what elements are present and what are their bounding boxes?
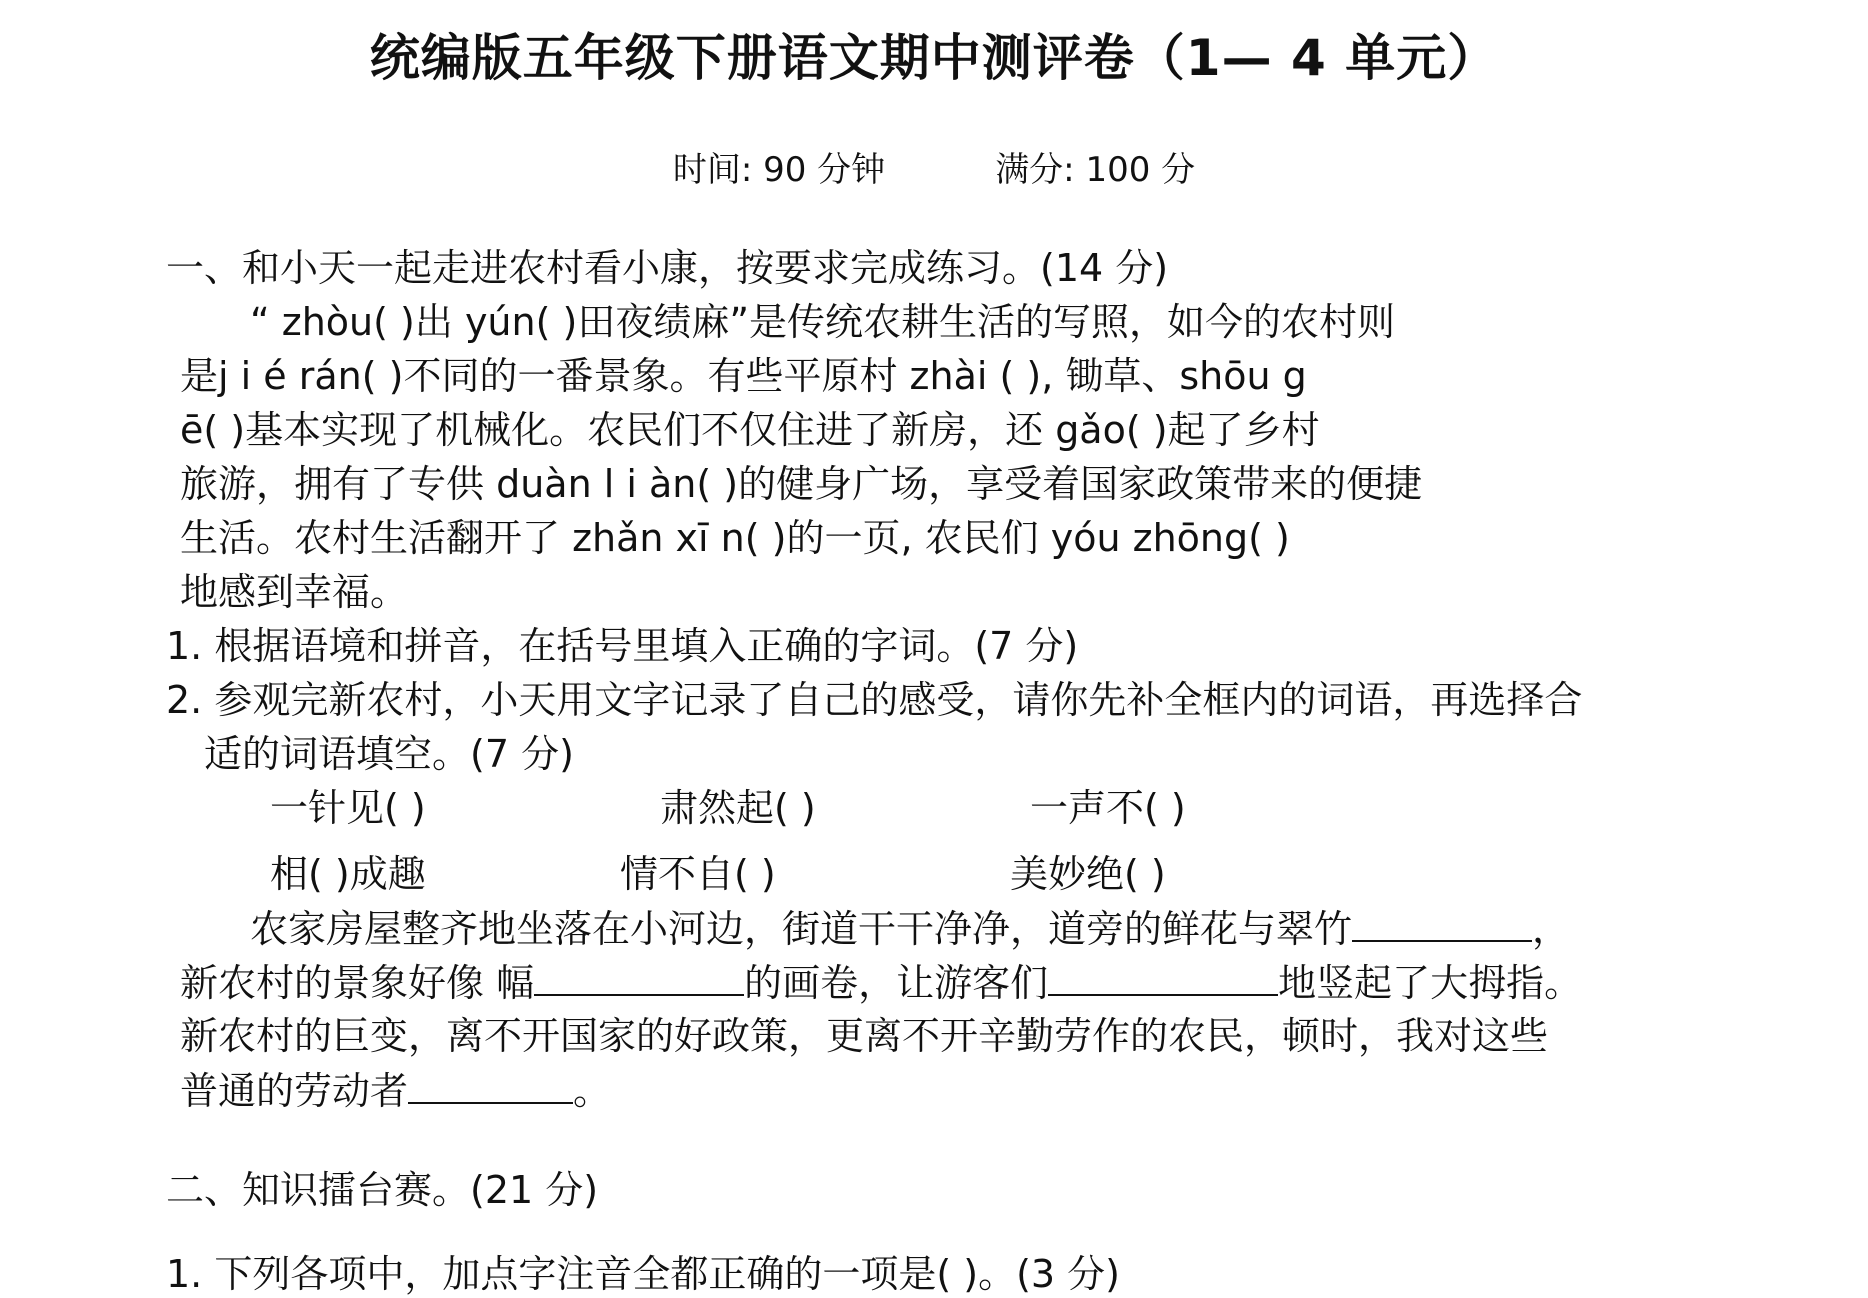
- question-1-2-line1: 2. 参观完新农村，小天用文字记录了自己的感受，请你先补全框内的词语，再选择合: [166, 678, 1583, 722]
- passage1-line4: 旅游，拥有了专供 duàn l i àn( )的健身广场，享受着国家政策带来的便捷: [180, 462, 1423, 506]
- passage2-line2: [180, 960, 1582, 1007]
- passage2-line1-end: ，: [1532, 907, 1571, 951]
- passage2-line2-text-c: 地竖起了大拇指。: [1278, 961, 1583, 1005]
- passage2-line2-text-b: 的画卷，让游客们: [744, 961, 1049, 1005]
- answer-blank[interactable]: [1352, 906, 1532, 942]
- passage2-line4: [180, 1068, 611, 1115]
- passage1-line6: 地感到幸福。: [180, 570, 409, 614]
- page-title: 统编版五年级下册语文期中测评卷（1— 4 单元）: [369, 29, 1499, 87]
- passage1-line3: ē( )基本实现了机械化。农民们不仅住进了新房，还 gǎo( )起了乡村: [180, 408, 1320, 452]
- passage2-line3: 新农村的巨变，离不开国家的好政策，更离不开辛勤劳作的农民，顿时，我对这些: [180, 1014, 1549, 1058]
- passage2-line2-text-a: 新农村的景象好像 幅: [180, 961, 535, 1005]
- idiom-5: 情不自( ): [620, 852, 776, 896]
- passage1-line2: 是j i é rán( )不同的一番景象。有些平原村 zhài ( ), 锄草、shōu g: [180, 354, 1307, 398]
- answer-blank[interactable]: [408, 1068, 573, 1104]
- time-limit: 时间: 90 分钟: [672, 150, 886, 190]
- idiom-6: 美妙绝( ): [1010, 852, 1166, 896]
- question-2-1: 1. 下列各项中，加点字注音全都正确的一项是( )。(3 分): [166, 1252, 1120, 1296]
- passage1-line5: 生活。农村生活翻开了 zhǎn xī n( )的一页, 农民们 yóu zhōng( ): [180, 516, 1290, 560]
- section2-heading: 二、知识擂台赛。(21 分): [166, 1168, 599, 1212]
- question-1-1: 1. 根据语境和拼音，在括号里填入正确的字词。(7 分): [166, 624, 1079, 668]
- idiom-3: 一声不( ): [1030, 786, 1186, 830]
- idiom-1: 一针见( ): [270, 786, 426, 830]
- answer-blank[interactable]: [1048, 960, 1278, 996]
- full-score: 满分: 100 分: [995, 150, 1196, 190]
- passage2-line4-end: 。: [573, 1069, 612, 1113]
- idiom-2: 肃然起( ): [660, 786, 816, 830]
- idiom-4: 相( )成趣: [270, 852, 426, 896]
- section1-heading: 一、和小天一起走进农村看小康，按要求完成练习。(14 分): [166, 246, 1169, 290]
- passage2-line4-text: 普通的劳动者: [180, 1069, 409, 1113]
- passage1-line1: “ zhòu( )出 yún( )田夜绩麻”是传统农耕生活的写照，如今的农村则: [250, 300, 1396, 344]
- exam-meta: [0, 142, 1868, 191]
- answer-blank[interactable]: [534, 960, 744, 996]
- question-1-2-line2: 适的词语填空。(7 分): [204, 732, 574, 776]
- passage2-line1: [250, 906, 1570, 953]
- passage2-line1-text: 农家房屋整齐地坐落在小河边，街道干干净净，道旁的鲜花与翠竹: [250, 907, 1353, 951]
